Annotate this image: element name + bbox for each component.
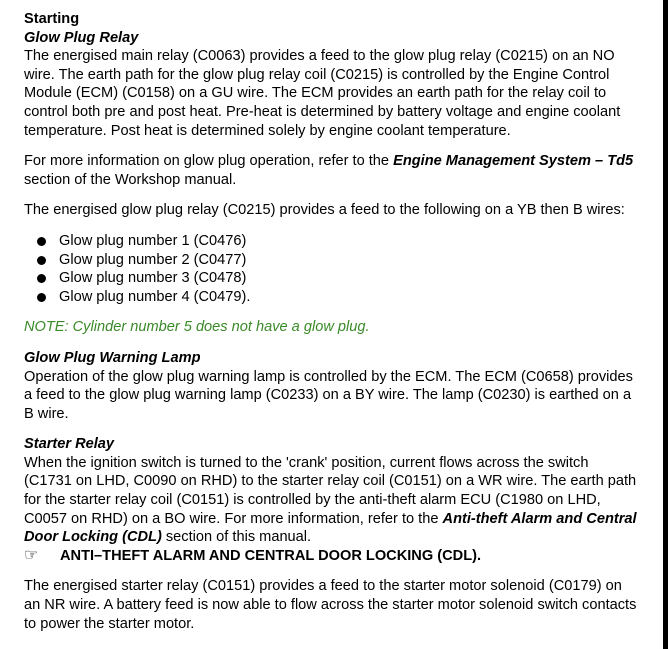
glow-plug-relay-title: Glow Plug Relay — [24, 29, 139, 46]
bullet-icon — [37, 274, 46, 283]
page-edge-rule — [663, 0, 668, 649]
anti-theft-reference-link[interactable]: Anti-theft Alarm and Central Door Locking (CDL) — [24, 510, 637, 546]
cross-reference-text: ANTI–THEFT ALARM AND CENTRAL DOOR LOCKING (CDL). — [60, 547, 482, 564]
list-item — [24, 288, 638, 307]
list-item — [24, 232, 638, 251]
info-prefix: For more information on glow plug operation, refer to the — [24, 153, 394, 170]
document-page — [24, 10, 638, 645]
starter-relay-section — [24, 435, 638, 633]
starter-relay-title: Starter Relay — [24, 436, 115, 453]
glow-plug-1-label: Glow plug number 1 (C0476) — [59, 232, 247, 249]
list-item — [24, 269, 638, 288]
warning-lamp-paragraph: Operation of the glow plug warning lamp is controlled by the ECM. The ECM (C0658) provides a feed to the glow plug warning lamp (C0233) on a BY wire. The lamp (C0230) is earthed on a B wire. — [24, 368, 633, 422]
glow-plug-list — [24, 232, 638, 306]
starter-suffix: section of this manual. — [161, 529, 312, 546]
info-suffix: section of the Workshop manual. — [24, 171, 237, 188]
list-item — [24, 251, 638, 270]
glow-plug-feed-intro: The energised glow plug relay (C0215) provides a feed to the following on a YB then B wires: — [24, 202, 625, 219]
glow-plug-relay-section — [24, 29, 638, 337]
glow-plug-info-paragraph — [24, 152, 638, 189]
glow-plug-relay-paragraph: The energised main relay (C0063) provides a feed to the glow plug relay (C0215) on an NO wire. The earth path for the glow plug relay coil (C0215) is controlled by the Engine Control Module (ECM) (C0158) on a GU wire. The ECM provides an earth path for the relay coil to control both pre and post heat. Pre-heat is determined by battery voltage and engine coolant temperature. Post heat is determined solely by engine coolant temperature. — [24, 48, 621, 139]
glow-plug-3-label: Glow plug number 3 (C0478) — [59, 270, 247, 287]
bullet-icon — [37, 237, 46, 246]
section-heading: Starting — [24, 11, 80, 27]
starter-prefix: When the ignition switch is turned to the 'crank' position, current flows across the switch (C1731 on LHD, C0090 on RHD) to the starter relay coil (C0151) on a WR wire. The earth path for the starter relay coil (C0151) is controlled by the anti-theft alarm ECU (C1980 on LHD, C0057 on RHD) on a BO wire. For more information, refer to the — [24, 454, 637, 527]
bullet-icon — [37, 293, 46, 302]
warning-lamp-section — [24, 349, 638, 423]
pointing-hand-icon: ☞ — [24, 546, 39, 564]
glow-plug-4-label: Glow plug number 4 (C0479). — [59, 288, 251, 305]
starter-relay-paragraph-2: The energised starter relay (C0151) provides a feed to the starter motor solenoid (C0179) on an NR wire. A battery feed is now able to flow across the starter motor solenoid switch contacts to power the starter motor. — [24, 578, 637, 632]
cylinder-note: NOTE: Cylinder number 5 does not have a glow plug. — [24, 319, 370, 336]
warning-lamp-title: Glow Plug Warning Lamp — [24, 349, 201, 366]
starter-relay-paragraph — [24, 454, 638, 547]
engine-management-reference-link[interactable]: Engine Management System – Td5 — [393, 153, 634, 170]
anti-theft-cross-reference[interactable] — [24, 547, 638, 566]
bullet-icon — [37, 256, 46, 265]
glow-plug-2-label: Glow plug number 2 (C0477) — [59, 251, 247, 268]
